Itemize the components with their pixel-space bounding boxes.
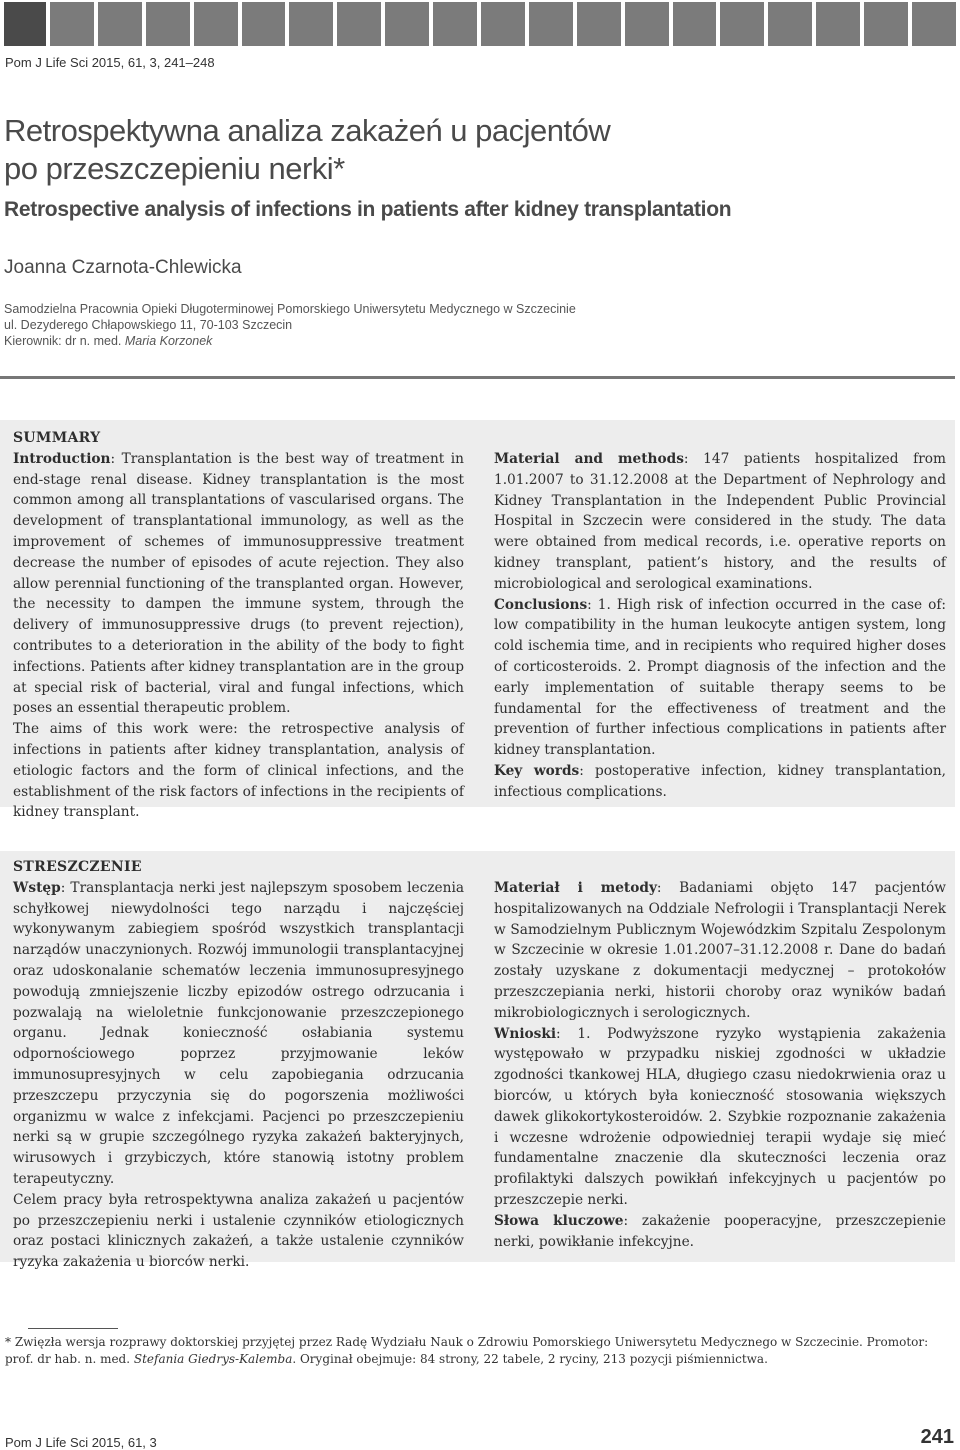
summary-keywords — [494, 761, 946, 803]
wstep-text: : Transplantacja nerki jest najlepszym sposobem leczenia schyłkowej niewydolności tego narządu i najczęściej wykonywanym zabiegiem spośród wszystkich transplantacji narządów unaczynionych. Rozwój immunologii transplantacyjnej oraz udoskonalanie schematów leczenia immunosupresyjnego powodują zmniejszenie liczby epizodów ostrego odrzucania i pozwalają na wieloletnie funkcjonowanie przeszczepionego organu. Jednak konieczność osłabiania systemu odpornościowego poprzez przyjmowanie leków immunosupresyjnych w celu zapobiegania odrzucania przeszczepu przyczynia się do pogorszenia możliwości organizmu w walce z infekcjami. Pacjenci po przeszczepieniu nerki są w grupie szczególnego ryzyka zakażeń bakteryjnych, wirusowych i grzybiczych, które stanowią istotny problem terapeutyczny. — [13, 879, 464, 1187]
summary-introduction — [13, 449, 464, 719]
metody-label: Materiał i metody — [494, 880, 657, 896]
header-block — [337, 2, 381, 46]
header-block — [912, 2, 956, 46]
affiliation-institution: Samodzielna Pracownia Opieki Długoterminowej Pomorskiego Uniwersytetu Medycznego w Szczecinie — [4, 302, 576, 316]
wstep-label: Wstęp — [13, 879, 61, 896]
metody-text: : Badaniami objęto 147 pacjentów hospitalizowanych na Oddziale Nefrologii i Transplantacji Nerek w Samodzielnym Publicznym Wojewódzkim Szpitalu Zespolonym w Szczecinie w okresie 1.01.2007–31.12.2008 r. Dane do badań zostały uzyskane z dokumentacji medycznej – protokołów przeszczepiania nerki, historii choroby oraz wyników badań mikrobiologicznych i serologicznych. — [494, 880, 946, 1021]
header-block — [385, 2, 429, 46]
wnioski-text: : 1. Podwyższone ryzyko wystąpienia zakażenia występowało w przypadku niskiej zgodności w układzie zgodności tkankowej HLA, długiego czasu niedokrwienia oraz u biorców, u których była konieczność stosowania większych dawek glikokortykosteroidów. 2. Szybkie rozpoznanie zakażenia i wczesne wdrożenie odpowiedniej terapii wydaje się mieć fundamentalne znaczenie dla skuteczności leczenia oraz profilaktyki dalszych powikłań infekcyjnych u pacjentów po przeszczepie nerki. — [494, 1025, 946, 1208]
summary-right-column — [494, 449, 946, 803]
header-block — [98, 2, 142, 46]
affiliation — [4, 301, 576, 349]
header-block — [720, 2, 764, 46]
slowa-kluczowe-text: : zakażenie pooperacyjne, przeszczepienie nerki, powikłanie infekcyjne. — [494, 1212, 946, 1250]
streszczenie-box — [0, 851, 955, 1271]
head-name: Maria Korzonek — [124, 334, 213, 348]
header-block — [146, 2, 190, 46]
streszczenie-metody — [494, 878, 946, 1024]
header-block — [673, 2, 717, 46]
wnioski-label: Wnioski — [494, 1025, 557, 1042]
summary-conclusions — [494, 595, 946, 761]
summary-heading: SUMMARY — [13, 430, 101, 446]
header-block — [864, 2, 908, 46]
header-block — [625, 2, 669, 46]
header-block — [194, 2, 238, 46]
header-bar — [4, 2, 956, 46]
page-number: 241 — [920, 1426, 954, 1448]
affiliation-address: ul. Dezyderego Chłapowskiego 11, 70-103 Szczecin — [4, 318, 293, 332]
introduction-label: Introduction — [13, 450, 111, 467]
journal-reference-bottom: Pom J Life Sci 2015, 61, 3 — [5, 1435, 157, 1450]
footnote — [5, 1334, 953, 1368]
header-block — [50, 2, 94, 46]
header-block — [481, 2, 525, 46]
footnote-text: * Zwięzła wersja rozprawy doktorskiej przyjętej przez Radę Wydziału Nauk o Zdrowiu Pomorskiego Uniwersytetu Medycznego w Szczecinie. Promotor: prof. dr hab. n. med. — [5, 1335, 929, 1366]
methods-text: : 147 patients hospitalized from 1.01.2007 to 31.12.2008 at the Department of Nephrology and Kidney Transplantation in the Independent Public Provincial Hospital in Szczecin were considered in the study. The data were obtained from medical records, i.e. operative reports on kidney transplant, patient’s history, and the results of microbiological and serological examinations. — [494, 451, 946, 592]
head-prefix: Kierownik: dr n. med. — [4, 334, 125, 348]
introduction-text: : Transplantation is the best way of treatment in end-stage renal disease. Kidney transplantation is the most common among all transplantations of vascularised organs. The development of transplantational immunology, as well as the improvement of schemes of immunosuppressive treatment decrease the number of episodes of acute rejection. They also allow perennial functioning of the transplanted organ. However, the necessity to dampen the immune system, through the delivery of immunosuppressive drugs (to prevent rejection), contributes to a deterioration in the ability of the body to fight infections. Patients after kidney transplantation are in the group at special risk of bacterial, viral and fungal infections, which poses an essential therapeutic problem. — [13, 450, 464, 717]
streszczenie-wstep — [13, 878, 464, 1190]
footnote-promoter: Stefania Giedrys-Kalemba — [133, 1352, 293, 1366]
streszczenie-slowa-kluczowe — [494, 1211, 946, 1253]
streszczenie-wnioski — [494, 1024, 946, 1211]
footnote-text-end: . Oryginał obejmuje: 84 strony, 22 tabele, 2 ryciny, 213 pozycji piśmiennictwa. — [292, 1352, 768, 1366]
affiliation-head — [4, 333, 576, 349]
header-block — [816, 2, 860, 46]
streszczenie-heading: STRESZCZENIE — [13, 859, 142, 875]
slowa-kluczowe-label: Słowa kluczowe — [494, 1212, 624, 1229]
article-title-english: Retrospective analysis of infections in patients after kidney transplantation — [4, 198, 732, 221]
methods-label: Material and methods — [494, 451, 684, 467]
header-block — [4, 2, 46, 46]
keywords-text: : postoperative infection, kidney transplantation, infectious complications. — [494, 762, 946, 800]
header-block — [577, 2, 621, 46]
journal-reference: Pom J Life Sci 2015, 61, 3, 241–248 — [5, 55, 215, 70]
title-line: Retrospektywna analiza zakażeń u pacjentów — [4, 113, 611, 148]
title-line: po przeszczepieniu nerki* — [4, 151, 345, 186]
summary-box — [0, 420, 955, 821]
streszczenie-right-column — [494, 878, 946, 1252]
header-block — [768, 2, 812, 46]
summary-left-column — [13, 428, 464, 823]
author-name: Joanna Czarnota-Chlewicka — [4, 257, 242, 278]
summary-methods — [494, 449, 946, 595]
summary-aims: The aims of this work were: the retrospective analysis of infections in patients after kidney transplantation, analysis of etiologic factors and the form of clinical infections, and the establishment of the risk factors of infections in the recipients of kidney transplant. — [13, 721, 464, 821]
footnote-divider — [28, 1328, 118, 1329]
header-block — [433, 2, 477, 46]
article-title-polish — [4, 112, 904, 188]
streszczenie-left-column — [13, 857, 464, 1273]
keywords-label: Key words — [494, 762, 580, 779]
section-divider — [0, 376, 955, 379]
conclusions-label: Conclusions — [494, 596, 588, 613]
header-block — [289, 2, 333, 46]
header-block — [242, 2, 286, 46]
streszczenie-cel: Celem pracy była retrospektywna analiza zakażeń u pacjentów po przeszczepieniu nerki i ustalenie czynników etiologicznych oraz postaci klinicznych zakażeń, a także ustalenie czynników ryzyka zakażenia u biorców nerki. — [13, 1191, 464, 1271]
conclusions-text: : 1. High risk of infection occurred in the case of: low compatibility in the human leukocyte antigen system, long cold ischemia time, and in recipients who required higher doses of corticosteroids. 2. Prompt diagnosis of the infection and the early implementation of suitable therapy seems to be fundamental for the effectiveness of treatment and the prevention of further infectious complications in patients after kidney transplantation. — [494, 596, 946, 759]
header-block — [529, 2, 573, 46]
